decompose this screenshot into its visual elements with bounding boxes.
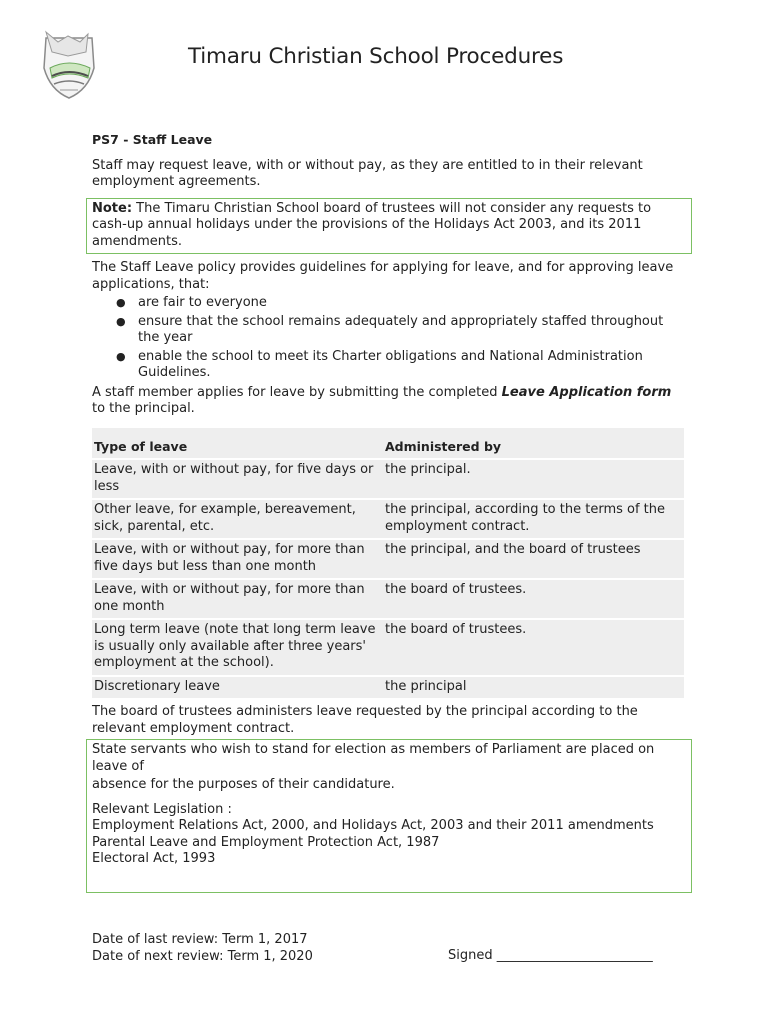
- bullet-icon: ●: [116, 349, 126, 363]
- table-row: [92, 677, 684, 699]
- footer: [92, 932, 692, 965]
- leave-table: [92, 426, 684, 701]
- note-label: Note:: [92, 200, 133, 216]
- legislation-label: Relevant Legislation :: [92, 801, 232, 817]
- table-row: [92, 500, 684, 538]
- table-row: [92, 620, 684, 675]
- table-row: [92, 460, 684, 498]
- policy-heading: PS7 - Staff Leave: [92, 132, 213, 147]
- election-box: [86, 739, 692, 893]
- guidelines-paragraph: The Staff Leave policy provides guidelines for applying for leave, and for approving leave applications, that:: [92, 260, 674, 292]
- leave-type-cell: Leave, with or without pay, for more than five days but less than one month: [92, 540, 383, 578]
- next-review-date: Date of next review: Term 1, 2020: [92, 948, 313, 964]
- table-row: [92, 580, 684, 618]
- list-item: ● are fair to everyone: [116, 295, 267, 310]
- document-title: Timaru Christian School Procedures: [188, 44, 564, 69]
- bullet-icon: ●: [116, 296, 126, 309]
- last-review-date: Date of last review: Term 1, 2017: [92, 932, 308, 947]
- administered-by-cell: the principal.: [383, 460, 684, 498]
- table-header-row: [92, 428, 684, 459]
- guidelines-list: [92, 295, 686, 382]
- list-item: ● enable the school to meet its Charter obligations and National Administration Guidelines.: [116, 348, 643, 380]
- legislation-item: Electoral Act, 1993: [92, 851, 216, 866]
- intro-paragraph: Staff may request leave, with or without pay, as they are entitled to in their relevant employment agreements.: [92, 157, 643, 189]
- administered-by-cell: the board of trustees.: [383, 580, 684, 618]
- apply-paragraph: A staff member applies for leave by submitting the completed Leave Application form to the principal.: [92, 384, 672, 416]
- after-table-paragraph: The board of trustees administers leave requested by the principal according to the relevant employment contract.: [92, 704, 638, 736]
- leave-type-cell: Leave, with or without pay, for five days or less: [92, 460, 383, 498]
- election-line-1: State servants who wish to stand for election as members of Parliament are placed on leave of: [92, 742, 655, 774]
- school-crest-icon: [38, 28, 100, 100]
- bullet-icon: ●: [116, 314, 126, 328]
- leave-application-form-ref: Leave Application form: [501, 384, 672, 400]
- administered-by-cell: the board of trustees.: [383, 620, 684, 675]
- administered-by-cell: the principal, and the board of trustees: [383, 540, 684, 578]
- leave-type-cell: Long term leave (note that long term leave is usually only available after three years' employment at the school).: [92, 620, 383, 675]
- table-row: [92, 540, 684, 578]
- legislation-item: Employment Relations Act, 2000, and Holidays Act, 2003 and their 2011 amendments: [92, 818, 654, 833]
- leave-type-cell: Discretionary leave: [92, 677, 383, 699]
- list-item: ● ensure that the school remains adequately and appropriately staffed throughout the year: [116, 313, 664, 345]
- policy-body: [92, 132, 686, 893]
- signature-line: Signed ________________________: [448, 948, 653, 963]
- election-line-2: absence for the purposes of their candidature.: [92, 777, 395, 792]
- note-box: [86, 198, 692, 255]
- administered-by-cell: the principal: [383, 677, 684, 699]
- leave-type-cell: Leave, with or without pay, for more than one month: [92, 580, 383, 618]
- column-header-type: Type of leave: [92, 428, 383, 459]
- column-header-administered: Administered by: [383, 428, 684, 459]
- legislation-item: Parental Leave and Employment Protection Act, 1987: [92, 834, 440, 850]
- leave-type-cell: Other leave, for example, bereavement, sick, parental, etc.: [92, 500, 383, 538]
- note-text: The Timaru Christian School board of trustees will not consider any requests to cash-up annual holidays under the provisions of the Holidays Act 2003, and its 2011 amendments.: [92, 200, 652, 249]
- administered-by-cell: the principal, according to the terms of the employment contract.: [383, 500, 684, 538]
